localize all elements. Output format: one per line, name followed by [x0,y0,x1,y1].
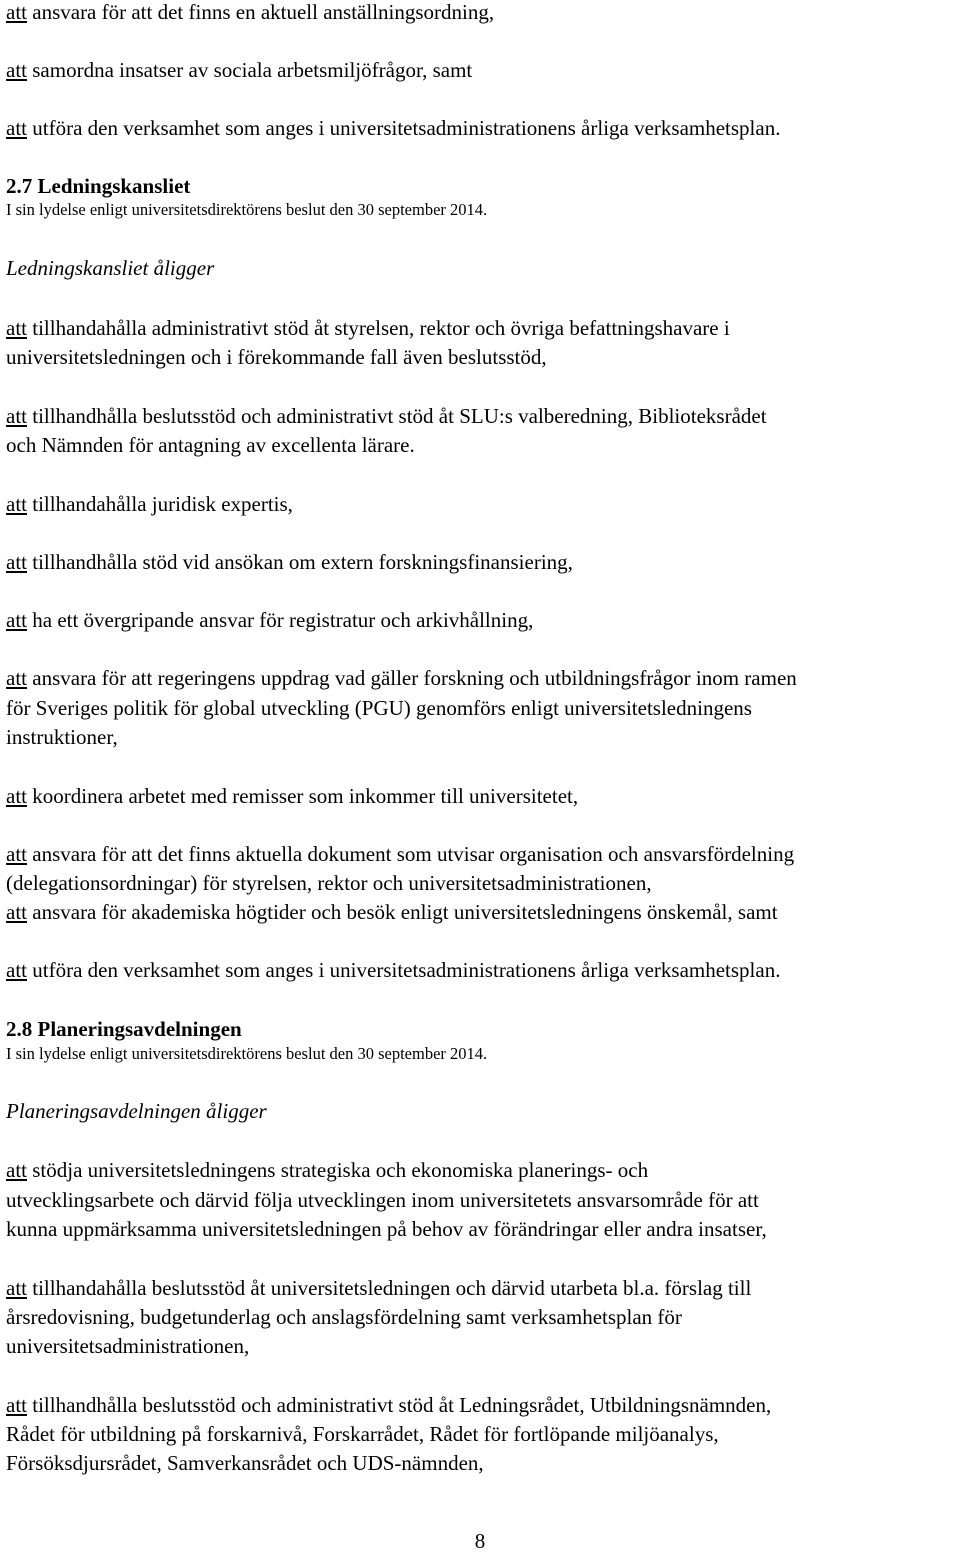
section-heading: 2.7 Ledningskansliet [6,174,191,198]
list-item: att ansvara för akademiska högtider och besök enligt universitetsledningens önskemål, samt [6,900,778,924]
list-item: att koordinera arbetet med remisser som inkommer till universitetet, [6,784,579,808]
list-item: att samordna insatser av sociala arbetsmiljöfrågor, samt [6,58,473,82]
decision-note: I sin lydelse enligt universitetsdirektörens beslut den 30 september 2014. [6,200,488,219]
section-intro: Ledningskansliet åligger [6,256,215,280]
list-item-cont: universitetsledningen och i förekommande fall även beslutsstöd, [6,345,547,369]
list-item-cont: instruktioner, [6,725,118,749]
list-item: att tillhandahålla beslutsstöd åt universitetsledningen och därvid utarbeta bl.a. förslag till [6,1276,752,1300]
list-item-cont: utvecklingsarbete och därvid följa utvecklingen inom universitetets ansvarsområde för att [6,1188,759,1212]
list-item-cont: Försöksdjursrådet, Samverkansrådet och UDS-nämnden, [6,1451,484,1475]
decision-note: I sin lydelse enligt universitetsdirektörens beslut den 30 september 2014. [6,1044,488,1063]
section-heading: 2.8 Planeringsavdelningen [6,1017,242,1041]
list-item: att ansvara för att regeringens uppdrag vad gäller forskning och utbildningsfrågor inom ramen [6,666,797,690]
list-item: att tillhandhålla beslutsstöd och administrativt stöd åt Ledningsrådet, Utbildningsnämnden, [6,1393,772,1417]
list-item-cont: kunna uppmärksamma universitetsledningen på behov av förändringar eller andra insatser, [6,1217,767,1241]
list-item-cont: för Sveriges politik för global utveckling (PGU) genomförs enligt universitetsledningens [6,696,752,720]
list-item: att tillhandahålla administrativt stöd åt styrelsen, rektor och övriga befattningshavare i [6,316,730,340]
list-item: att stödja universitetsledningens strategiska och ekonomiska planerings- och [6,1158,649,1182]
list-item-cont: årsredovisning, budgetunderlag och anslagsfördelning samt verksamhetsplan för [6,1305,682,1329]
section-intro: Planeringsavdelningen åligger [6,1099,267,1123]
list-item: att ansvara för att det finns aktuella dokument som utvisar organisation och ansvarsfördelning [6,842,795,866]
list-item-cont: (delegationsordningar) för styrelsen, rektor och universitetsadministrationen, [6,871,652,895]
list-item: att utföra den verksamhet som anges i universitetsadministrationens årliga verksamhetsplan. [6,958,781,982]
list-item-cont: universitetsadministrationen, [6,1334,250,1358]
list-item: att ansvara för att det finns en aktuell anställningsordning, [6,0,495,24]
page-number: 8 [474,1529,486,1553]
list-item-cont: Rådet för utbildning på forskarnivå, Forskarrådet, Rådet för fortlöpande miljöanalys, [6,1422,719,1446]
list-item: att tillhandahålla juridisk expertis, [6,492,293,516]
list-item: att tillhandhålla beslutsstöd och administrativt stöd åt SLU:s valberedning, Biblioteksrådet [6,404,767,428]
list-item-cont: och Nämnden för antagning av excellenta lärare. [6,433,415,457]
list-item: att tillhandhålla stöd vid ansökan om extern forskningsfinansiering, [6,550,573,574]
list-item: att utföra den verksamhet som anges i universitetsadministrationens årliga verksamhetsplan. [6,116,781,140]
list-item: att ha ett övergripande ansvar för registratur och arkivhållning, [6,608,534,632]
